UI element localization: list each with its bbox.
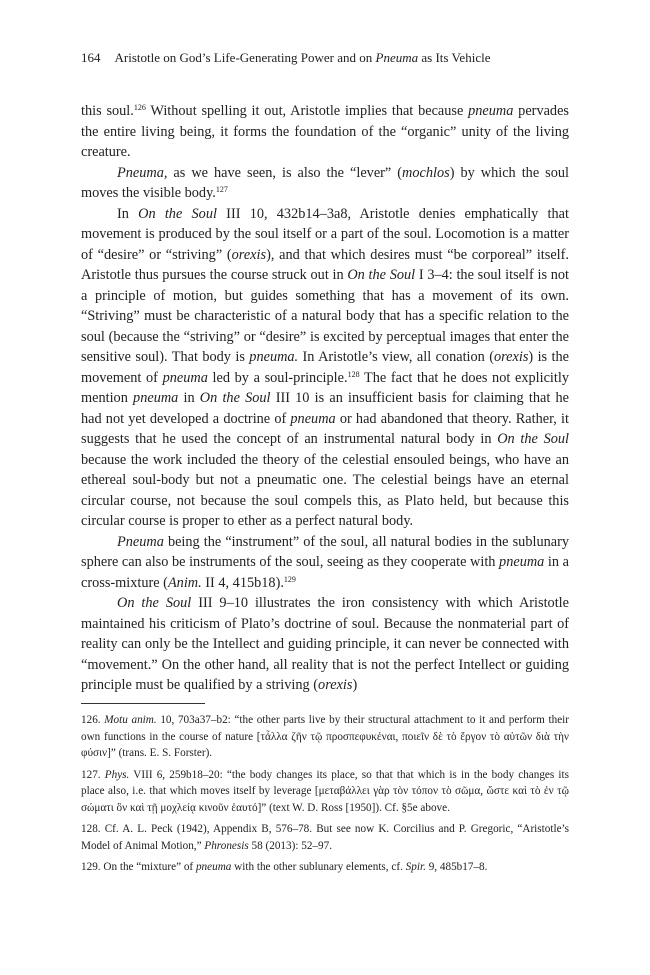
- footnotes: [81, 712, 569, 881]
- body-text: [81, 101, 569, 696]
- footnote-126: 126. Motu anim. 10, 703a37–b2: “the other parts live by their structural attachment to it and perform their own functions in the course of nature [τἆλλα ζῆν τῷ προσπεφυκέναι, ποιεῖν δὲ τὸ ἔργον τὸ αὑτῶν διὰ τὴν φύσιν]” (trans. E. S. Forster).: [81, 714, 569, 759]
- paragraph-4: Pneuma being the “instrument” of the soul, all natural bodies in the sublunary sphere can also be instruments of the soul, seeing as they cooperate with pneuma in a cross-mixture (Anim. II 4, 415b18).$^{129}$: [81, 533, 569, 591]
- running-header: [81, 50, 569, 66]
- paragraph-2: Pneuma, as we have seen, is also the “lever” (mochlos) by which the soul moves the visible body.$^{127}$: [81, 164, 569, 201]
- footnote-ref-129: 129: [283, 574, 296, 584]
- paragraph-1: this soul.$^{126}$ Without spelling it out, Aristotle implies that because pneuma pervades the entire living being, it forms the foundation of the “organic” unity of the living creature.: [81, 103, 569, 160]
- paragraph-5: On the Soul III 9–10 illustrates the iron consistency with which Aristotle maintained his criticism of Plato’s doctrine of soul. Because the nonmaterial part of reality can only be the Intellect and guiding principle, it can never be connected with “movement.” On the other hand, all reality that is not the perfect Intellect or guiding principle must be qualified by a striving (orexis): [81, 595, 569, 693]
- footnote-ref-126: 126: [133, 103, 146, 112]
- footnote-divider: [81, 703, 205, 704]
- page-number: 164: [81, 50, 101, 65]
- running-title: Aristotle on God’s Life-Generating Power and on Pneuma as Its Vehicle: [114, 50, 491, 65]
- footnote-129: 129. On the “mixture” of pneuma with the other sublunary elements, cf. Spir. 9, 485b17–8.: [81, 861, 488, 873]
- paragraph-3: In On the Soul III 10, 432b14–3a8, Aristotle denies emphatically that movement is produced by the soul itself or a part of the soul. Locomotion is a matter of “desire” or “striving” (orexis), and that which desires must “be corporeal” itself. Aristotle thus pursues the course struck out in On the Soul I 3–4: the soul itself is not a principle of motion, but guides something that has a movement of its own. “Striving” must be characteristic of a natural body that has a specific relation to the soul (because the “striving” or “desire” is excited by perceptual images that enter the sensitive soul). That body is pneuma. In Aristotle’s view, all conation (orexis) is the movement of pneuma led by a soul-principle.$^{128}$ The fact that he does not explicitly mention pneuma in On the Soul III 10 is an insufficient basis for claiming that he had not yet developed a doctrine of pneuma or had abandoned that theory. Rather, it suggests that he used the concept of an instrumental natural body in On the Soul because the work included the theory of the celestial ensouled beings, who have an ethereal soul-body but not a pneumatic one. The celestial beings have an eternal circular course, not because the soul compels this, as Plato held, but because this circular course is proper to ether as a perfect natural body.: [81, 205, 569, 529]
- footnote-127: 127. Phys. VIII 6, 259b18–20: “the body changes its place, so that that which is in the body changes its place also, i.e. that which moves itself by leverage [μεταβάλλει γὰρ τὸν τόπον τὸ σῶμα, ὥστε καὶ τὸ ἐν τῷ σώματι ὂν καὶ τῇ μοχλείᾳ κινοῦν ἑαυτό]” (text W. D. Ross [1950]). Cf. §5e above.: [81, 768, 570, 814]
- footnote-ref-127: 127: [215, 185, 228, 194]
- footnote-128: 128. Cf. A. L. Peck (1942), Appendix B, 576–78. But see now K. Corcilius and P. Gregoric, “Aristotle’s Model of Animal Motion,” Phronesis 58 (2013): 52–97.: [81, 823, 569, 852]
- footnote-ref-128: 128: [347, 369, 360, 379]
